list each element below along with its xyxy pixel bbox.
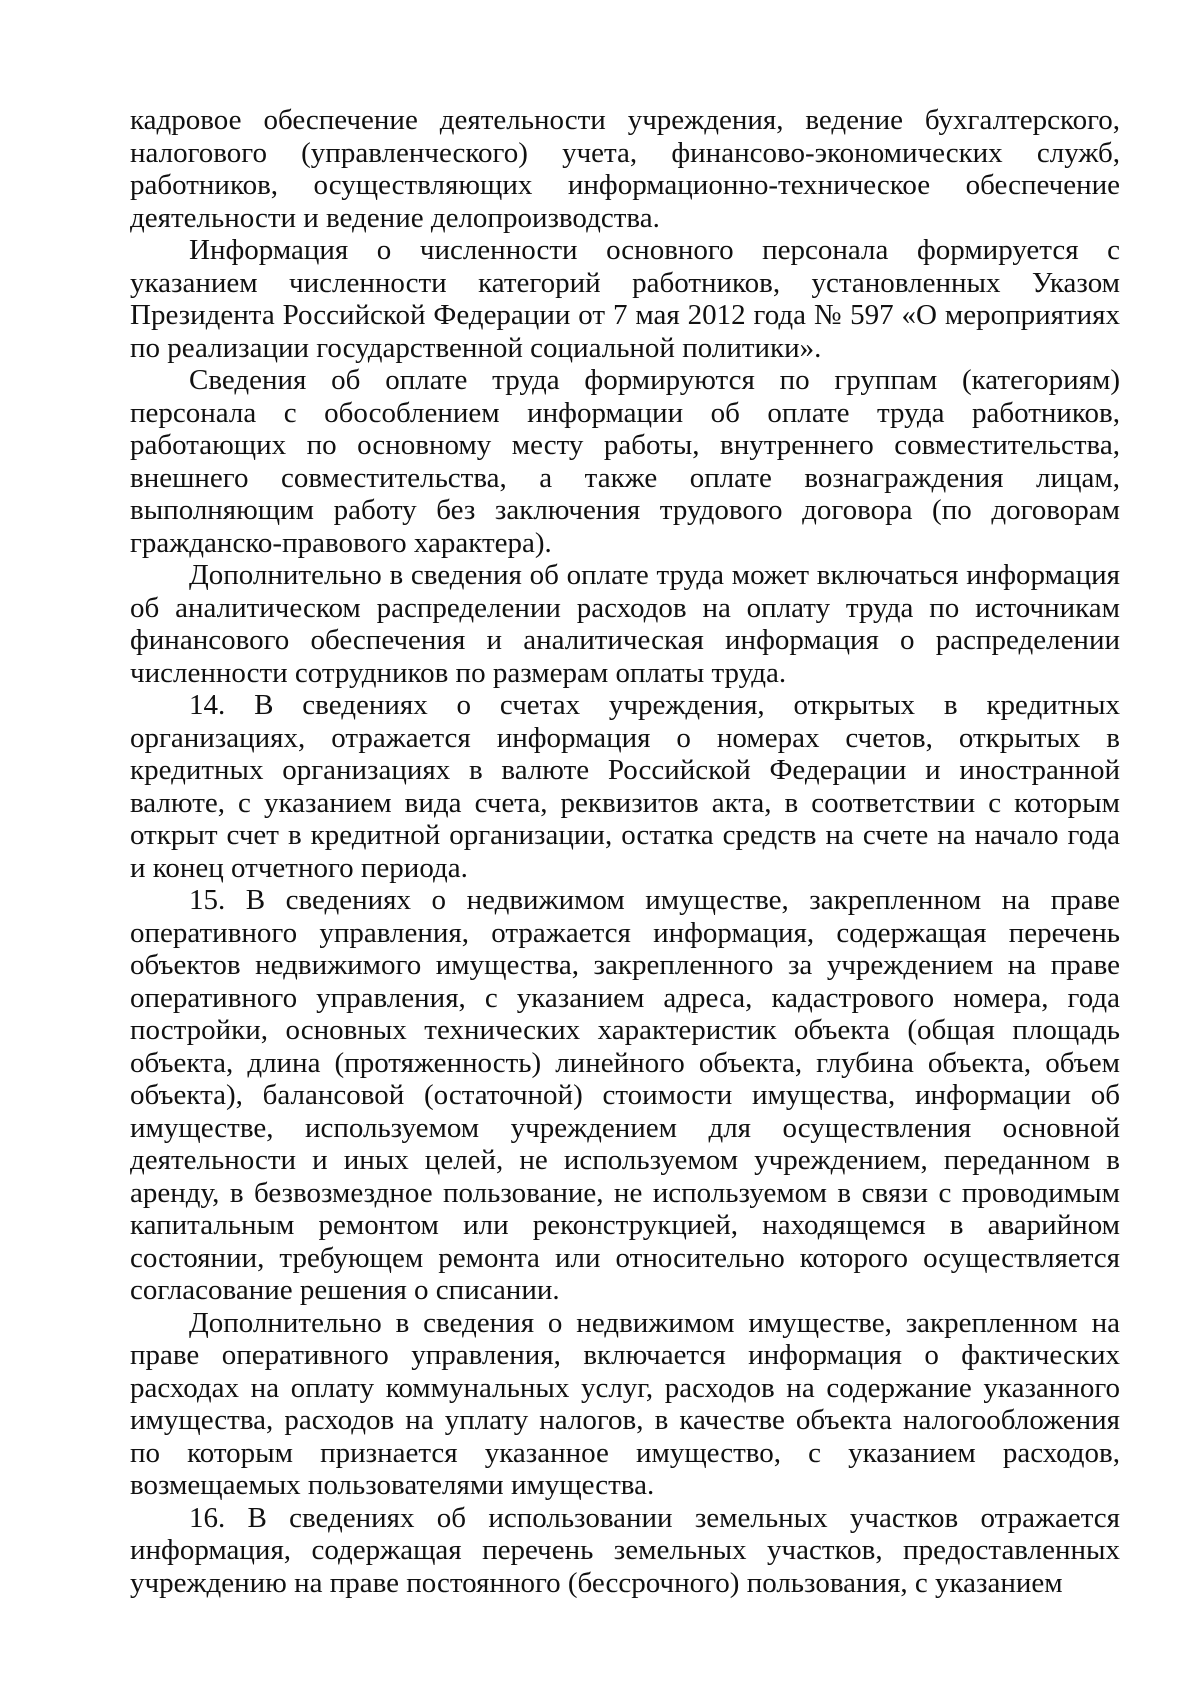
paragraph-section-14-bank-accounts: 14. В сведениях о счетах учреждения, открытых в кредитных организациях, отражается информация о номерах счетов, открытых в кредитных организациях в валюте Российской Федерации и иностранной валюте, с указанием вида счета, реквизитов акта, в соответствии с которым открыт счет в кредитной организации, остатка средств на счете на начало года и конец отчетного периода. (130, 689, 1120, 884)
paragraph-section-16-land-plots: 16. В сведениях об использовании земельных участков отражается информация, содержащая перечень земельных участков, предоставленных учреждению на праве постоянного (бессрочного) пользования, с указанием (130, 1501, 1120, 1599)
paragraph-staffing-continuation: кадровое обеспечение деятельности учреждения, ведение бухгалтерского, налогового (управленческого) учета, финансово-экономических служб, работников, осуществляющих информационно-техническое обеспечение деятельности и ведение делопроизводства. (130, 104, 1120, 234)
paragraph-personnel-headcount: Информация о численности основного персонала формируется с указанием численности категорий работников, установленных Указом Президента Российской Федерации от 7 мая 2012 года № 597 «О мероприятиях по реализации государственной социальной политики». (130, 234, 1120, 364)
paragraph-real-estate-additional: Дополнительно в сведения о недвижимом имуществе, закрепленном на праве оперативного управления, включается информация о фактических расходах на оплату коммунальных услуг, расходов на содержание указанного имущества, расходов на уплату налогов, в качестве объекта налогообложения по которым признается указанное имущество, с указанием расходов, возмещаемых пользователями имущества. (130, 1306, 1120, 1501)
paragraph-section-15-real-estate: 15. В сведениях о недвижимом имуществе, закрепленном на праве оперативного управления, отражается информация, содержащая перечень объектов недвижимого имущества, закрепленного за учреждением на праве оперативного управления, с указанием адреса, кадастрового номера, года постройки, основных технических характеристик объекта (общая площадь объекта, длина (протяженность) линейного объекта, глубина объекта, объем объекта), балансовой (остаточной) стоимости имущества, информации об имуществе, используемом учреждением для осуществления основной деятельности и иных целей, не используемом учреждением, переданном в аренду, в безвозмездное пользование, не используемом в связи с проводимым капитальным ремонтом или реконструкцией, находящемся в аварийном состоянии, требующем ремонта или относительно которого осуществляется согласование решения о списании. (130, 884, 1120, 1306)
paragraph-wage-additional: Дополнительно в сведения об оплате труда может включаться информация об аналитическом распределении расходов на оплату труда по источникам финансового обеспечения и аналитическая информация о распределении численности сотрудников по размерам оплаты труда. (130, 559, 1120, 689)
document-page (130, 104, 1120, 1599)
paragraph-wage-information: Сведения об оплате труда формируются по группам (категориям) персонала с обособлением информации об оплате труда работников, работающих по основному месту работы, внутреннего совместительства, внешнего совместительства, а также оплате вознаграждения лицам, выполняющим работу без заключения трудового договора (по договорам гражданско-правового характера). (130, 364, 1120, 559)
